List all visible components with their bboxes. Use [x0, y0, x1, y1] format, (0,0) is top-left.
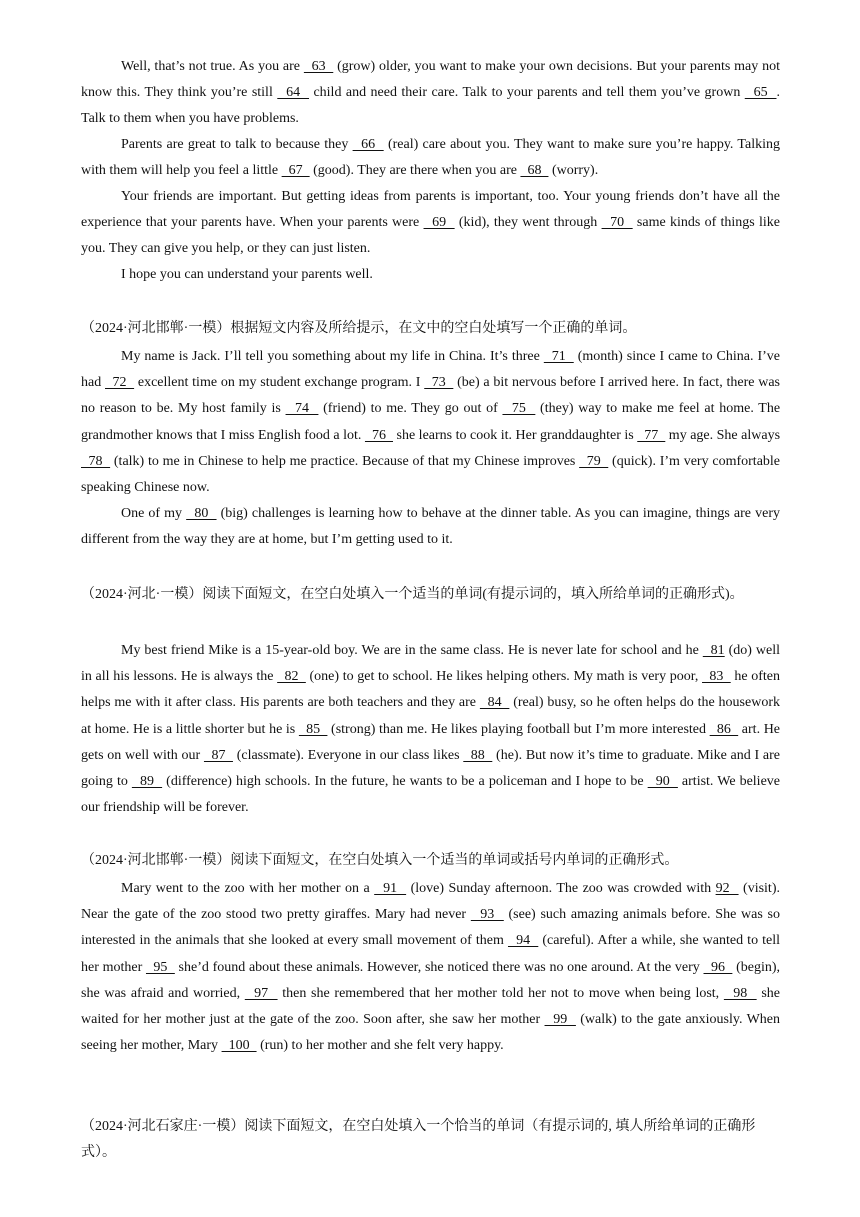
answer-blank: 88 [463, 747, 493, 763]
answer-blank: 68 [520, 163, 549, 179]
exercise-instruction: （2024·河北邯郸·一模）根据短文内容及所给提示，在文中的空白处填写一个正确的单词。 [81, 321, 637, 336]
answer-blank: 98 [723, 985, 757, 1001]
answer-blank: 86 [709, 721, 739, 737]
answer-blank: 72 [105, 375, 135, 391]
answer-blank: 76 [364, 427, 393, 443]
answer-blank: 75 [502, 401, 536, 417]
answer-blank: 80 [186, 506, 217, 521]
answer-blank: 77 [637, 427, 666, 443]
answer-blank: 67 [281, 163, 310, 179]
passage-paragraph: Your friends are important. But getting ideas from parents is important, too. Your young friends don’t have all the experience that your parents have. When your parents were 69 (kid), they went through 70 same kinds of things like you. They can give you help, or they can just listen. [81, 189, 780, 257]
answer-blank: 78 [81, 453, 111, 469]
answer-blank: 96 [703, 959, 733, 975]
passage-paragraph: My best friend Mike is a 15-year-old boy. We are in the same class. He is never late for school and he 81 (do) well in all his lessons. He is always the 82 (one) to get to school. He likes helping others. My math is very poor, 83 he often helps me with it after class. His parents are both teachers and they are 84 (real) busy, so he often helps do the housework at home. He is a little shorter but he is 85 (strong) than me. He likes playing football but I’m more interested 86 art. He gets on well with our 87 (classmate). Everyone in our class likes 88 (he). But now it’s time to graduate. Mike and I are going to 89 (difference) high schools. In the future, he wants to be a policeman and I hope to be 90 artist. We believe our friendship will be forever. [81, 643, 781, 816]
passage-paragraph: One of my 80 (big) challenges is learning how to behave at the dinner table. As you can imagine, things are very different from the way they are at home, but I’m getting used to it. [81, 506, 780, 548]
answer-blank: 92 [715, 881, 739, 896]
passage-paragraph: Mary went to the zoo with her mother on a 91 (love) Sunday afternoon. The zoo was crowded with 92 (visit). Near the gate of the zoo stood two pretty giraffes. Mary had never 93 (see) such amazing animals before. She was so interested in the animals that she looked at every small movement of them 94 (careful). After a while, she wanted to tell her mother 95 she’d found about these animals. However, she noticed there was no one around. At the very 96 (begin), she was afraid and worried, 97 then she remembered that her mother told her not to move when being lost, 98 she waited for her mother just at the gate of the zoo. Soon after, she saw her mother 99 (walk) to the gate anxiously. When seeing her mother, Mary 100 (run) to her mother and she felt very happy. [81, 881, 781, 1054]
answer-blank: 65 [744, 85, 777, 101]
passage-paragraph: Parents are great to talk to because they 66 (real) care about you. They want to make sure you’re happy. Talking with them will help you feel a little 67 (good). They are there when you are 68 (worry). [81, 137, 780, 179]
answer-blank: 95 [145, 959, 175, 975]
answer-blank: 74 [285, 401, 319, 417]
answer-blank: 79 [579, 453, 609, 469]
answer-blank: 89 [131, 774, 163, 790]
exercise-instruction: （2024·河北石家庄·一模）阅读下面短文，在空白处填入一个恰当的单词（有提示词的, 填人所给单词的正确形式）。 [81, 1119, 756, 1161]
answer-blank: 73 [424, 375, 454, 391]
answer-blank: 90 [647, 774, 678, 790]
passage-paragraph: My name is Jack. I’ll tell you something about my life in China. It’s three 71 (month) since I came to China. I’ve had 72 excellent time on my student exchange program. I 73 (be) a bit nervous before I arrived here. In fact, there was no reason to be. My host family is 74 (friend) to me. They go out of 75 (they) way to make me feel at home. The grandmother knows that I miss English food a lot. 76 she learns to cook it. Her granddaughter is 77 my age. She always 78 (talk) to me in Chinese to help me practice. Because of that my Chinese improves 79 (quick). I’m very comfortable speaking Chinese now. [81, 349, 781, 496]
answer-blank: 85 [298, 721, 328, 737]
passage-paragraph: Well, that’s not true. As you are 63 (grow) older, you want to make your own decisions. But your parents may not know this. They think you’re still 64 child and need their care. Talk to your parents and tell them you’ve grown 65 . Talk to them when you have problems. [81, 59, 781, 127]
exercise-instruction: （2024·河北邯郸·一模）阅读下面短文，在空白处填入一个适当的单词或括号内单词的正确形式。 [81, 853, 679, 868]
answer-blank: 87 [203, 747, 233, 763]
answer-blank: 84 [479, 695, 510, 711]
answer-blank: 66 [352, 137, 384, 152]
answer-blank: 93 [470, 907, 504, 923]
answer-blank: 64 [277, 85, 310, 101]
exercise-instruction: （2024·河北·一模）阅读下面短文，在空白处填入一个适当的单词(有提示词的，填入所给单词的正确形式)。 [81, 587, 744, 602]
answer-blank: 70 [601, 215, 633, 231]
answer-blank: 97 [244, 985, 278, 1001]
answer-blank: 81 [702, 643, 725, 658]
answer-blank: 82 [277, 669, 306, 685]
answer-blank: 91 [374, 881, 407, 896]
answer-blank: 94 [507, 933, 539, 949]
answer-blank: 63 [303, 59, 334, 74]
answer-blank: 99 [544, 1012, 576, 1028]
passage-paragraph: I hope you can understand your parents well. [121, 267, 373, 282]
answer-blank: 83 [702, 669, 731, 685]
answer-blank: 71 [543, 349, 574, 364]
answer-blank: 69 [423, 215, 455, 231]
answer-blank: 100 [221, 1038, 257, 1054]
